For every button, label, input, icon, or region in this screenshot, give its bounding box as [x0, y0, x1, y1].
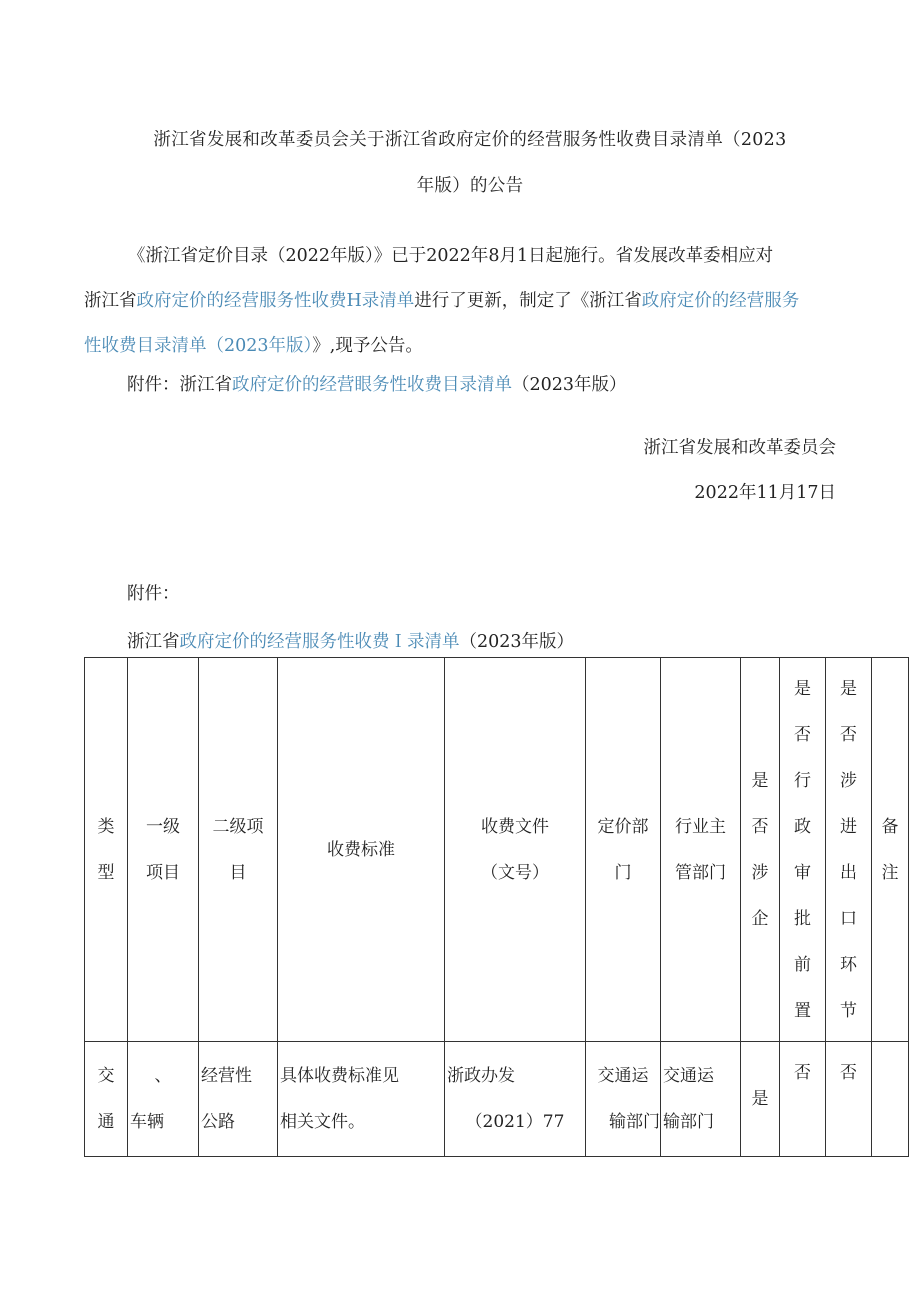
cell-approval: 否	[780, 1042, 826, 1157]
caption-text: （2023年版）	[459, 632, 575, 652]
fee-catalog-table	[84, 657, 909, 1157]
cell-level1: 、 车辆	[128, 1042, 199, 1157]
cell-enterprise: 是	[741, 1042, 780, 1157]
caption-link[interactable]: 政府定价的经营服务性收费Ｉ录清单	[179, 632, 460, 652]
signature-date: 2022年11月17日	[694, 483, 836, 503]
header-standard: 收费标准	[278, 658, 445, 1042]
cell-level2: 经营性 公路	[199, 1042, 278, 1157]
body-text: （2023年版）	[512, 375, 627, 395]
attachment-link[interactable]: 政府定价的经营眼务性收费目录清单	[232, 375, 512, 395]
cell-remark	[872, 1042, 909, 1157]
cell-import-export: 否	[826, 1042, 872, 1157]
body-paragraph	[84, 234, 910, 369]
body-text: 《浙江省定价目录（2022年版）》已于2022年8月1日起施行。省发展改革委相应对	[128, 246, 774, 266]
signature-org: 浙江省发展和改革委员会	[643, 438, 836, 458]
body-text: 附件：浙江省	[127, 375, 232, 395]
cell-pricing-dept: 交通运 输部门	[586, 1042, 661, 1157]
header-import-export: 是否涉进出口环节	[826, 658, 872, 1042]
appendix-label: 附件：	[127, 584, 180, 604]
table-row	[85, 1042, 909, 1157]
body-text: 》,现予公告。	[312, 336, 423, 356]
cell-type: 交 通	[85, 1042, 128, 1157]
cell-document: 浙政办发 （2021）77	[445, 1042, 586, 1157]
header-level1: 一级 项目	[128, 658, 199, 1042]
cell-industry-dept: 交通运 输部门	[661, 1042, 741, 1157]
header-level2: 二级项 目	[199, 658, 278, 1042]
header-approval: 是否行政审批前置	[780, 658, 826, 1042]
body-text: 进行了更新，制定了《浙江省	[414, 291, 642, 311]
header-pricing-dept: 定价部 门	[586, 658, 661, 1042]
attachment-line	[127, 371, 627, 396]
table-caption	[127, 628, 574, 653]
cell-standard: 具体收费标准见 相关文件。	[278, 1042, 445, 1157]
catalog-link[interactable]: 政府定价的经营服务性收费H录清单	[136, 291, 415, 311]
header-remark: 备注	[872, 658, 909, 1042]
body-text: 浙江省	[84, 291, 137, 311]
table-header-row	[85, 658, 909, 1042]
caption-text: 浙江省	[127, 632, 180, 652]
header-document: 收费文件 （文号）	[445, 658, 586, 1042]
notice-title-line2: 年版）的公告	[416, 176, 524, 196]
header-enterprise: 是否涉企	[741, 658, 780, 1042]
notice-title-line1: 浙江省发展和改革委员会关于浙江省政府定价的经营服务性收费目录清单（2023	[153, 130, 787, 150]
catalog-link[interactable]: 政府定价的经营服务	[641, 291, 800, 311]
catalog-link[interactable]: 性收费目录清单（2023年版）	[84, 336, 313, 356]
header-type: 类型	[85, 658, 128, 1042]
header-industry-dept: 行业主 管部门	[661, 658, 741, 1042]
